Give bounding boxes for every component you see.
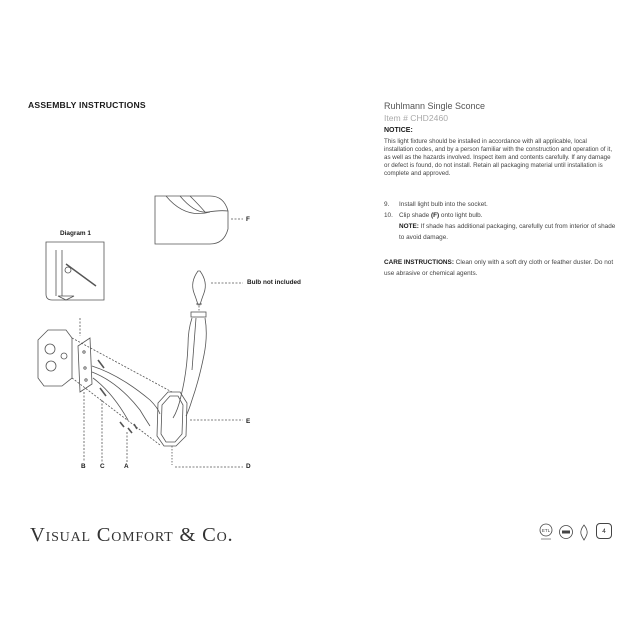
note-text: If shade has additional packaging, carefully cut from interior of shade to avoid damage. — [399, 223, 616, 241]
step-number: 9. — [384, 201, 390, 208]
bulb-outline-icon — [581, 525, 587, 540]
diagram-1-label: Diagram 1 — [60, 230, 91, 237]
backplate-drawing — [157, 392, 187, 446]
energy-icon — [560, 526, 573, 539]
notice-text: This light fixture should be installed in accordance with all applicable, local installation codes, and by a person familiar with the construction and operation of it, as well as the hazards involved. Inspect item and contents carefully. If any damage or defect is found, do not install. Retain all packaging material until installation is complete and approved. — [384, 138, 613, 178]
callout-e: E — [246, 418, 251, 425]
page-number: 4 — [596, 523, 612, 539]
callout-b: B — [81, 463, 86, 470]
care-text: Clean only with a soft dry cloth or feather duster. Do not use abrasive or chemical agents. — [384, 259, 614, 277]
shade-drawing — [155, 196, 228, 244]
callout-d: D — [246, 463, 251, 470]
step-number: 10. — [384, 212, 393, 219]
svg-text:ETL: ETL — [541, 528, 551, 533]
item-number: Item # CHD2460 — [384, 113, 449, 123]
callout-bulb: Bulb not included — [247, 279, 301, 286]
care-label: CARE INSTRUCTIONS: — [384, 259, 454, 266]
crossbar-drawing — [78, 338, 92, 392]
product-title: Ruhlmann Single Sconce — [384, 101, 486, 111]
arm-drawing — [173, 312, 206, 418]
certification-icon — [540, 524, 552, 539]
diagram-1-box — [46, 242, 104, 300]
callout-c: C — [100, 463, 105, 470]
page-heading: ASSEMBLY INSTRUCTIONS — [28, 100, 146, 110]
junction-box-drawing — [38, 330, 72, 386]
callout-f: F — [246, 216, 250, 223]
notice-heading: NOTICE: — [384, 127, 413, 134]
footer-icons — [538, 521, 594, 543]
step-text: Install light bulb into the socket. — [399, 201, 488, 208]
note-label: NOTE: — [399, 223, 419, 230]
bulb-drawing — [193, 271, 206, 305]
step-text: Clip shade (F) onto light bulb. — [399, 212, 483, 219]
brand-logo: Visual Comfort & Co. — [30, 524, 234, 546]
callout-a: A — [124, 463, 129, 470]
